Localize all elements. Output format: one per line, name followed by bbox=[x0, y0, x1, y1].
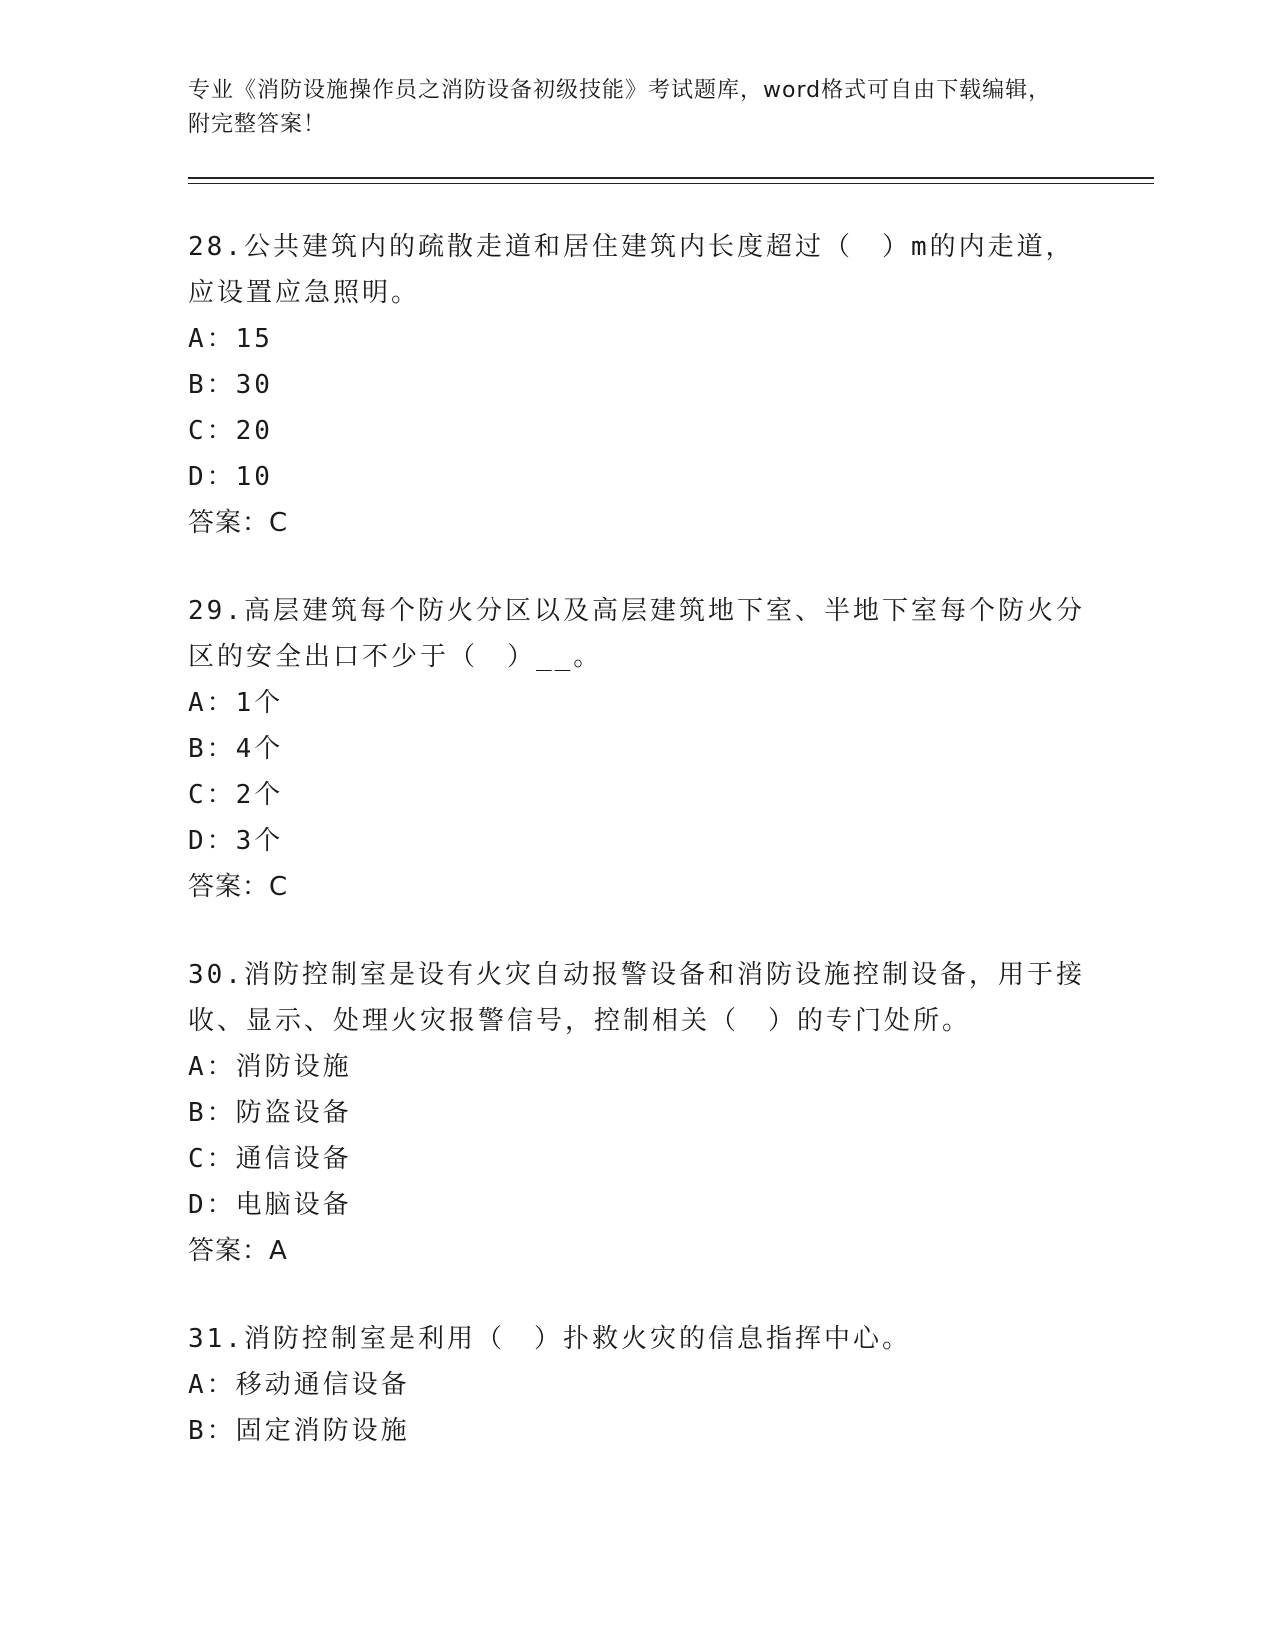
option-c: C：2个 bbox=[188, 780, 284, 810]
question-29 bbox=[188, 588, 1088, 910]
answer: 答案：C bbox=[188, 508, 289, 538]
option-b: B：防盗设备 bbox=[188, 1098, 352, 1128]
option-d: D：10 bbox=[188, 462, 273, 492]
question-31 bbox=[188, 1316, 1088, 1454]
header-divider-thick bbox=[188, 177, 1154, 179]
option-a: A：1个 bbox=[188, 688, 284, 718]
question-stem: 31.消防控制室是利用（ ）扑救火灾的信息指挥中心。 bbox=[188, 1324, 911, 1354]
option-b: B：4个 bbox=[188, 734, 284, 764]
option-a: A：移动通信设备 bbox=[188, 1370, 410, 1400]
option-a: A：消防设施 bbox=[188, 1052, 352, 1082]
header-divider-thin bbox=[188, 183, 1154, 184]
question-28 bbox=[188, 224, 1088, 546]
answer: 答案：C bbox=[188, 872, 289, 902]
option-d: D：电脑设备 bbox=[188, 1190, 352, 1220]
option-c: C：20 bbox=[188, 416, 273, 446]
document-header: 专业《消防设施操作员之消防设备初级技能》考试题库，word格式可自由下载编辑，附完整答案！ bbox=[188, 78, 1052, 137]
question-stem: 29.高层建筑每个防火分区以及高层建筑地下室、半地下室每个防火分区的安全出口不少于（ ）__。 bbox=[188, 596, 1085, 672]
option-d: D：3个 bbox=[188, 826, 284, 856]
question-stem: 28.公共建筑内的疏散走道和居住建筑内长度超过（ ）m的内走道，应设置应急照明。 bbox=[188, 232, 1075, 308]
option-b: B：30 bbox=[188, 370, 273, 400]
answer: 答案：A bbox=[188, 1236, 288, 1266]
option-a: A：15 bbox=[188, 324, 273, 354]
question-30 bbox=[188, 952, 1088, 1274]
option-b: B：固定消防设施 bbox=[188, 1416, 410, 1446]
option-c: C：通信设备 bbox=[188, 1144, 352, 1174]
question-stem: 30.消防控制室是设有火灾自动报警设备和消防设施控制设备，用于接收、显示、处理火灾报警信号，控制相关（ ）的专门处所。 bbox=[188, 960, 1085, 1036]
